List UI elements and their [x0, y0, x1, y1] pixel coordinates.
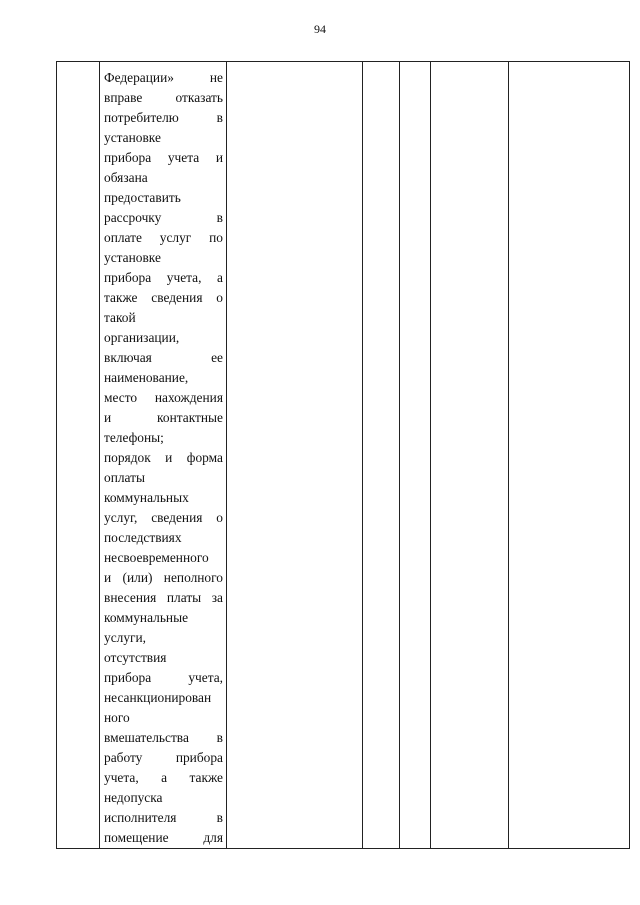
description-line: оплаты — [104, 470, 145, 485]
description-line: услуг, сведения о — [104, 510, 223, 525]
description-line: такой — [104, 310, 136, 325]
description-line: внесения платы за — [104, 590, 223, 605]
description-line: порядок и форма — [104, 450, 223, 465]
description-line: работу прибора — [104, 750, 223, 765]
description-line: прибора учета и — [104, 150, 223, 165]
description-line: также сведения о — [104, 290, 223, 305]
description-line: предоставить — [104, 190, 181, 205]
description-line: место нахождения — [104, 390, 223, 405]
description-line: коммунальные — [104, 610, 189, 625]
page-number: 94 — [314, 22, 326, 36]
description-line: потребителю в — [104, 110, 223, 125]
description-line: услуги, — [104, 630, 147, 645]
description-line: прибора учета, — [104, 670, 223, 685]
description-line: прибора учета, а — [104, 270, 223, 285]
description-line: отсутствия — [104, 650, 167, 665]
description-line: ного — [104, 710, 130, 725]
description-line: последствиях — [104, 530, 182, 545]
description-line: установке — [104, 130, 161, 145]
table-cell-description — [100, 62, 227, 849]
description-line: Федерации» не — [104, 70, 223, 85]
table-cell-empty — [363, 62, 400, 849]
description-line: организации, — [104, 330, 180, 345]
description-line: учета, а также — [104, 770, 223, 785]
description-line: и контактные — [104, 410, 223, 425]
table-cell-empty — [509, 62, 630, 849]
description-text — [100, 62, 226, 848]
description-line: помещение для — [104, 830, 223, 845]
table-cell-empty — [227, 62, 363, 849]
table-row — [57, 62, 630, 849]
description-line: рассрочку в — [104, 210, 223, 225]
description-line: несвоевременного — [104, 550, 209, 565]
description-line: обязана — [104, 170, 148, 185]
description-line: оплате услуг по — [104, 230, 223, 245]
description-line: установке — [104, 250, 161, 265]
table-cell-empty — [400, 62, 431, 849]
document-table — [56, 61, 630, 849]
description-line: вправе отказать — [104, 90, 223, 105]
description-line: недопуска — [104, 790, 163, 805]
description-line: несанкционирован — [104, 690, 212, 705]
description-line: и (или) неполного — [104, 570, 223, 585]
description-line: наименование, — [104, 370, 189, 385]
table-cell-empty — [431, 62, 509, 849]
description-line: телефоны; — [104, 430, 164, 445]
description-line: коммунальных — [104, 490, 189, 505]
description-line: включая ее — [104, 350, 223, 365]
table-cell-number — [57, 62, 100, 849]
description-line: вмешательства в — [104, 730, 223, 745]
description-line: исполнителя в — [104, 810, 223, 825]
